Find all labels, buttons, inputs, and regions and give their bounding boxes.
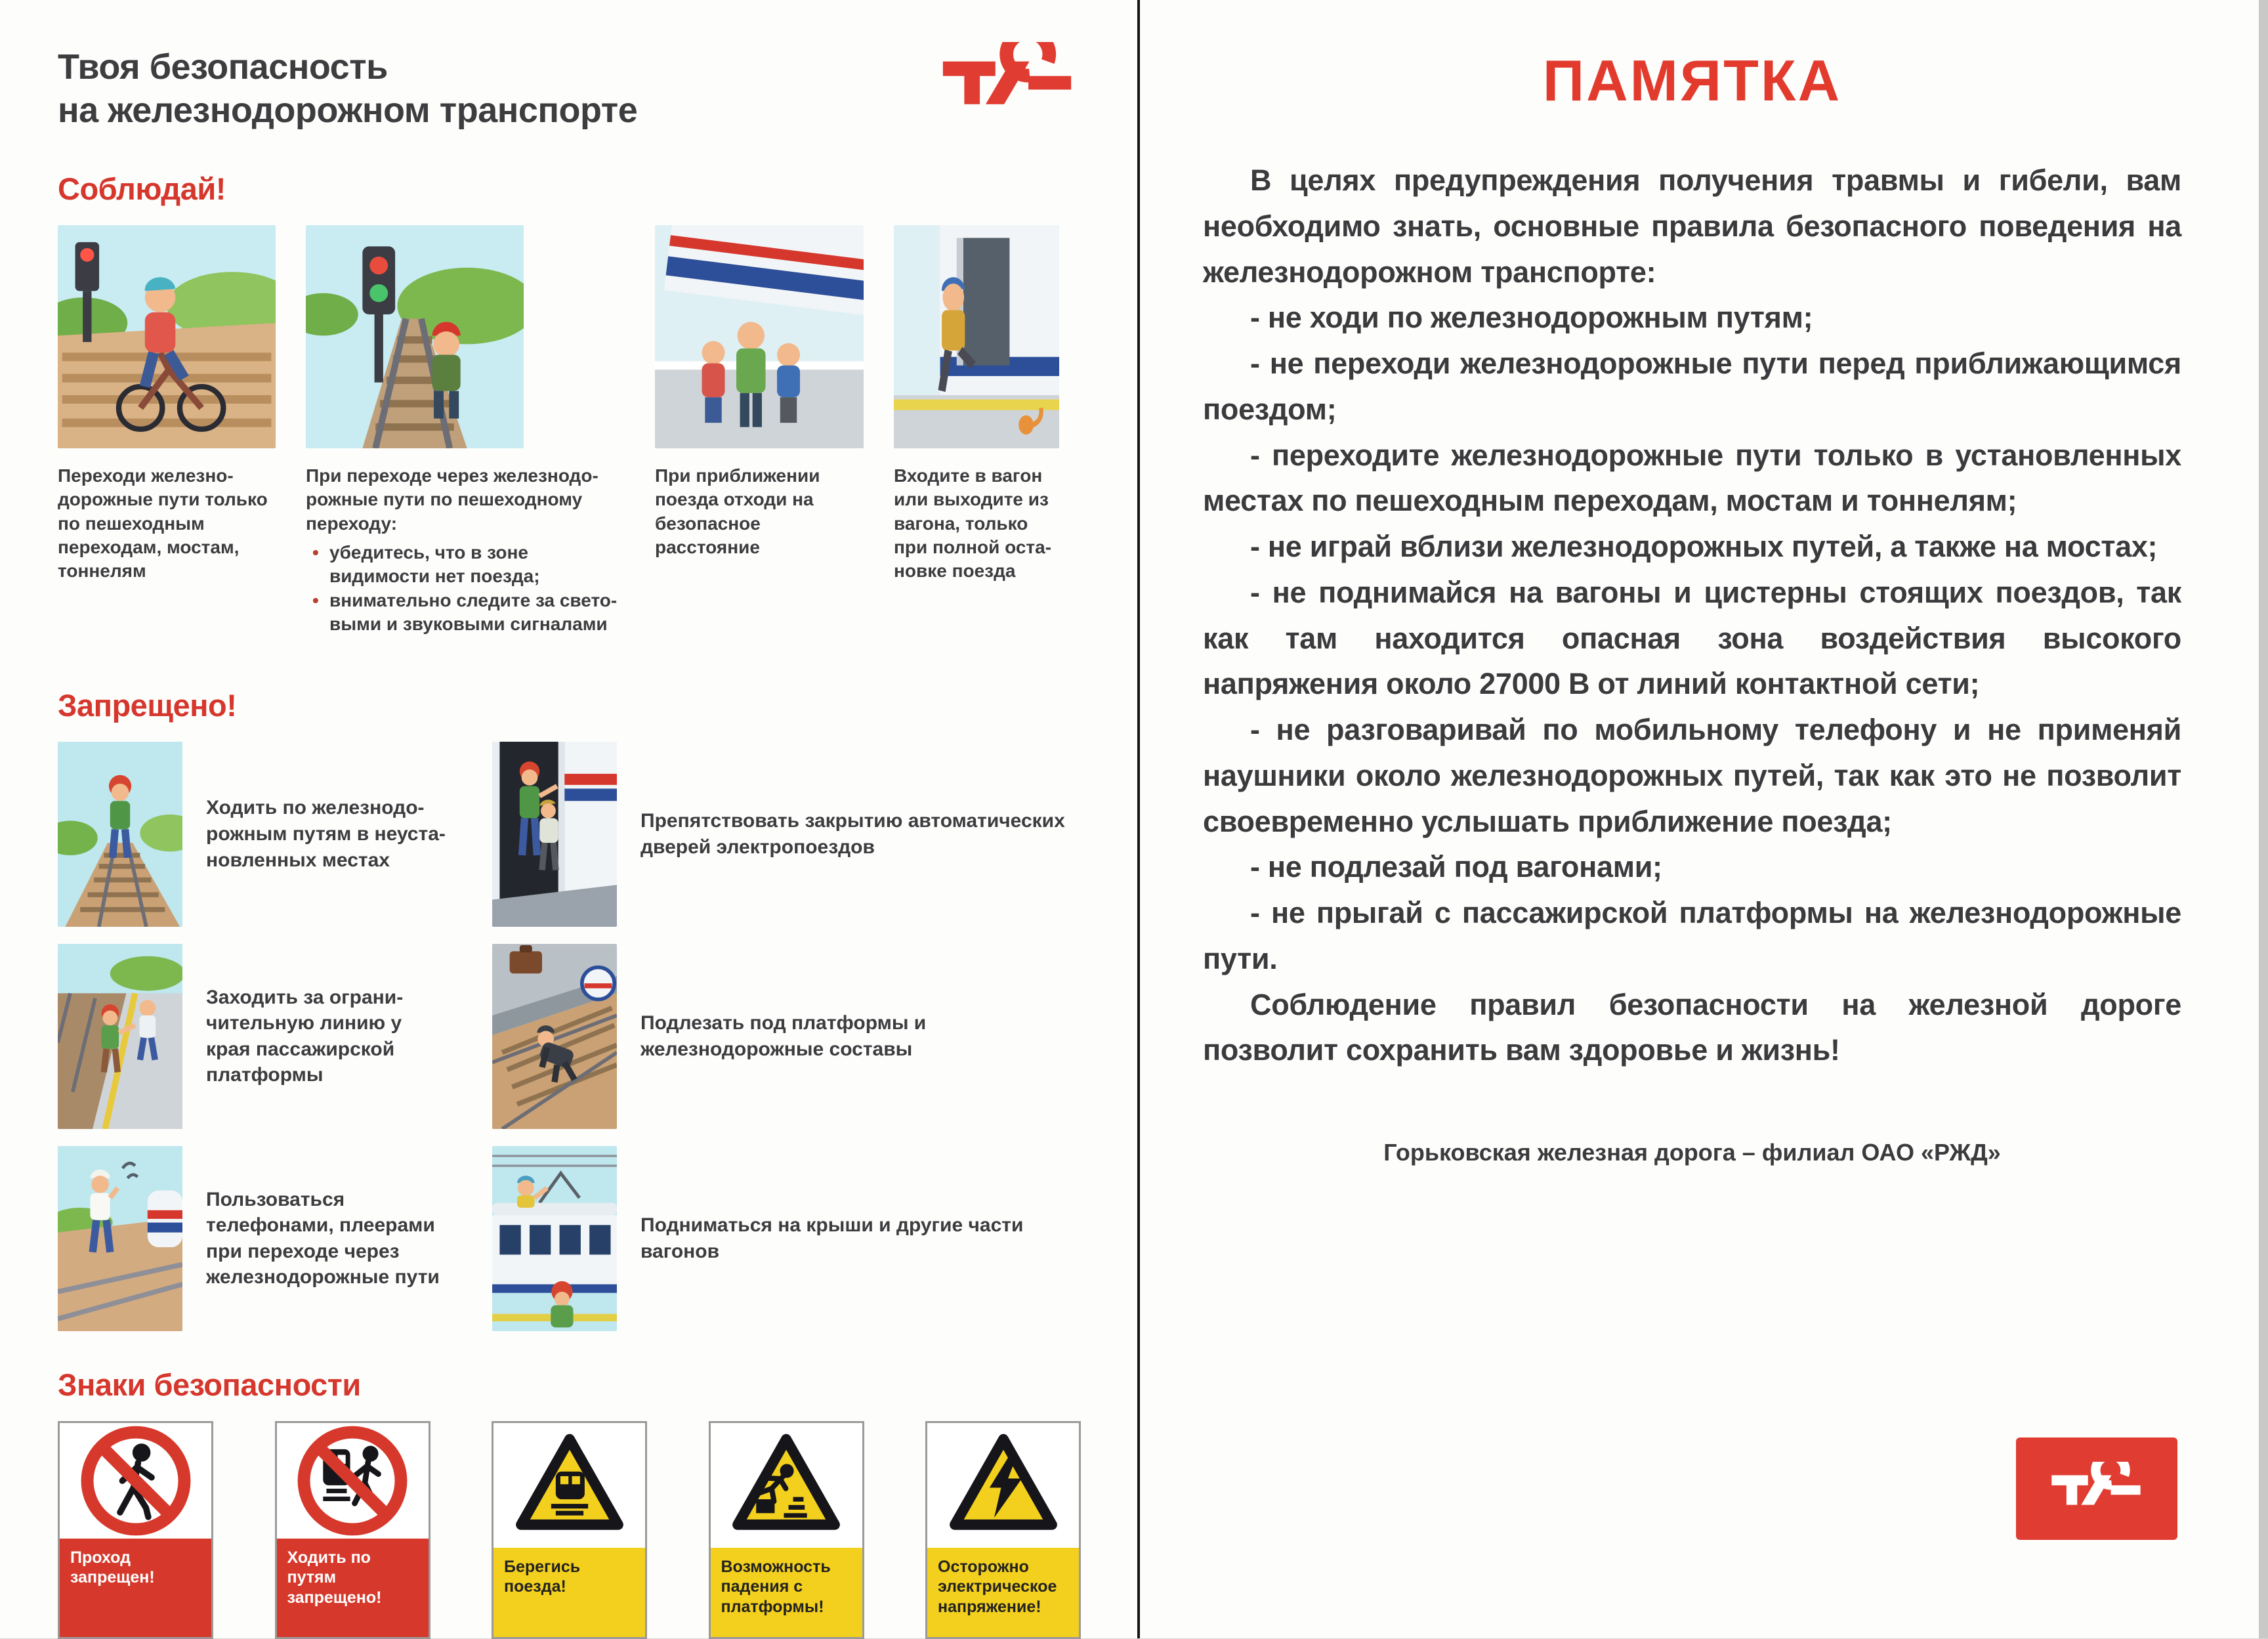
forbidden-item	[58, 1146, 449, 1331]
forbidden-caption: Подлезать под платформы и железнодорожные составы	[640, 1012, 927, 1060]
page-title-line2: на железнодорожном транспорте	[58, 90, 638, 130]
illustration-walking-on-tracks	[58, 742, 182, 927]
no-walking-icon	[60, 1423, 211, 1539]
observe-bullet: • убедитесь, что в зоне видимости нет поезда;	[329, 541, 625, 589]
safety-sign-no-walking-on-tracks	[275, 1421, 430, 1639]
observe-item	[58, 225, 276, 652]
forbidden-item	[492, 742, 1081, 927]
safety-signs-row	[58, 1421, 1081, 1639]
forbidden-item	[58, 944, 449, 1129]
leaflet-memo-page	[1140, 0, 2259, 1638]
memo-conclusion: Соблюдение правил безопасности на железной дороге позволит сохранить вам здоровье и жизнь!	[1203, 987, 2181, 1067]
memo-rule: - не играй вблизи железнодорожных путей, а также на мостах;	[1250, 530, 2158, 563]
forbidden-caption: Препятствовать закрытию автоматических дверей электропоездов	[640, 810, 1065, 858]
illustration-crossing-with-bicycle	[58, 225, 276, 448]
safety-sign-no-passage	[58, 1421, 213, 1639]
forbidden-item	[58, 742, 449, 927]
rzd-logo-icon	[935, 42, 1081, 118]
issuer-line: Горьковская железная дорога – филиал ОАО «РЖД»	[1383, 1139, 2001, 1166]
forbidden-caption: Ходить по железнодорожным путям в неустановленных местах	[206, 797, 446, 871]
safety-sign-fall-from-platform	[709, 1421, 864, 1639]
no-crossing-tracks-icon	[277, 1423, 429, 1539]
page-fold-divider	[1137, 0, 1140, 1638]
section-forbidden-header: Запрещено!	[58, 687, 237, 723]
observe-caption-bullets	[329, 541, 625, 637]
forbidden-item	[492, 1146, 1081, 1331]
memo-rule: - не ходи по железнодорожным путям;	[1250, 301, 1813, 335]
illustration-door-blocking	[492, 742, 617, 927]
page-title-line1: Твоя безопасность	[58, 47, 388, 87]
rzd-logo-icon	[2046, 1462, 2148, 1516]
sign-label: Осторожно электрическое напряжение!	[927, 1548, 1079, 1637]
memo-rule: - не разговаривай по мобильному телефону и не применяй наушники около железнодорожных путей, так как это не позволит своевременно услышать приближение поезда;	[1203, 713, 2181, 838]
memo-title: ПАМЯТКА	[1542, 48, 1842, 113]
illustration-pedestrian-crossing-signal	[306, 225, 524, 448]
memo-intro: В целях предупреждения получения травмы и гибели, вам необходимо знать, основные правила безопасного поведения на железнодорожном транспорте:	[1203, 163, 2181, 289]
memo-rule: - не прыгай с пассажирской платформы на железнодорожные пути.	[1203, 896, 2181, 975]
memo-body	[1203, 158, 2181, 1073]
sign-label: Проход запрещен!	[60, 1539, 211, 1637]
memo-rule: - не поднимайся на вагоны и цистерны стоящих поездов, так как там находится опасная зона воздействия высокого напряжения около 27000 В от линий контактной сети;	[1203, 575, 2181, 701]
forbidden-items-grid	[58, 742, 1081, 1331]
memo-rule: - не подлезай под вагонами;	[1250, 850, 1662, 884]
memo-rule: - не переходи железнодорожные пути перед приближающимся поездом;	[1203, 347, 2181, 426]
section-observe-header: Соблюдай!	[58, 171, 226, 206]
observe-caption: Входите в вагон или выходите из вагона, только при полной остановке поезда	[894, 465, 1052, 582]
sign-label: Берегись поезда!	[494, 1548, 645, 1637]
observe-caption: При приближении поезда отходи на безопасное расстояние	[655, 465, 820, 557]
observe-item	[306, 225, 625, 652]
safety-sign-beware-of-train	[492, 1421, 647, 1639]
train-warning-icon	[494, 1423, 645, 1548]
forbidden-caption: Пользоваться телефонами, плеерами при переходе через железнодорожные пути	[206, 1188, 440, 1288]
observe-bullet: • внимательно следите за световыми и звуковыми сигналами	[329, 589, 625, 637]
section-signs-header: Знаки безопасности	[58, 1367, 361, 1402]
forbidden-caption: Подниматься на крыши и другие части вагонов	[640, 1214, 1024, 1262]
illustration-step-back-from-train	[655, 225, 864, 448]
sign-label: Возможность падения с платформы!	[711, 1548, 862, 1637]
illustration-boarding-train	[894, 225, 1059, 448]
illustration-climbing-on-roof	[492, 1146, 617, 1331]
forbidden-item	[492, 944, 1081, 1129]
observe-items-row	[58, 225, 1081, 652]
front-header	[58, 46, 1081, 133]
illustration-platform-limit-line	[58, 944, 182, 1129]
fall-warning-icon	[711, 1423, 862, 1548]
rzd-logo-box	[2016, 1437, 2177, 1540]
observe-caption: Переходи железнодорожные пути только по пешеходным переходам, мостам, тоннелям	[58, 465, 268, 582]
observe-item	[655, 225, 864, 652]
sign-label: Ходить по путям запрещено!	[277, 1539, 429, 1637]
safety-sign-high-voltage	[925, 1421, 1081, 1639]
illustration-phone-on-crossing	[58, 1146, 182, 1331]
observe-caption: При переходе через железнодорожные пути по пешеходному переходу:	[306, 465, 598, 534]
page-title	[58, 46, 637, 133]
scan-edge	[2259, 0, 2268, 1638]
observe-item	[894, 225, 1059, 652]
memo-rule: - переходите железнодорожные пути только в установленных местах по пешеходным переходам, мостам и тоннелям;	[1203, 438, 2181, 518]
illustration-crawling-under-platform	[492, 944, 617, 1129]
high-voltage-icon	[927, 1423, 1079, 1548]
forbidden-caption: Заходить за ограничительную линию у края пассажирской платформы	[206, 986, 404, 1086]
